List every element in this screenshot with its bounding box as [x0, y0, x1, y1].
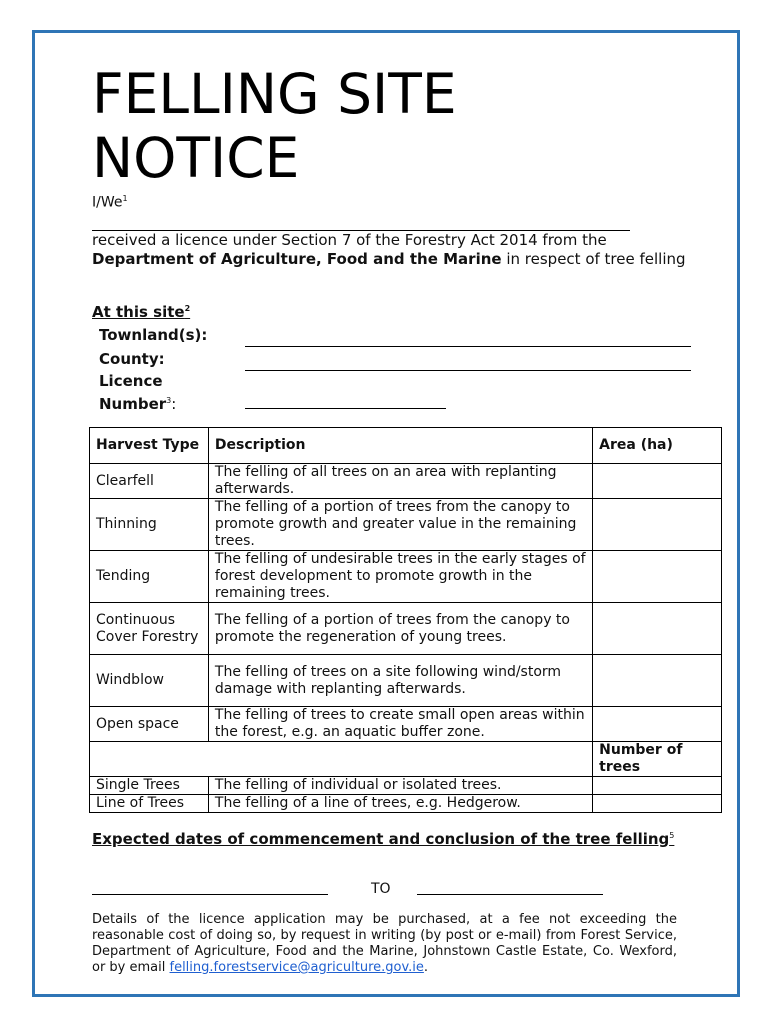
to-label: TO [371, 881, 391, 897]
licence-label-2: Number [99, 395, 167, 413]
table-row [90, 551, 722, 603]
table-row [90, 655, 722, 707]
empty-cell [90, 742, 593, 777]
area-input-cell[interactable] [593, 603, 722, 655]
footer-details [92, 912, 677, 976]
table-header-row [90, 428, 722, 464]
footnote-ref: 5 [669, 831, 675, 840]
licence-text-1: received a licence under Section 7 of the Forestry Act 2014 from the [92, 231, 607, 249]
commencement-date-line[interactable] [92, 894, 328, 895]
area-input-cell[interactable] [593, 655, 722, 707]
licence-text-2: in respect of tree felling [501, 250, 686, 268]
harvest-type-cell: Tending [90, 551, 209, 603]
licence-number-fill-line[interactable] [245, 408, 446, 409]
site-heading-text: At this site [92, 303, 185, 321]
title-line-2: NOTICE [92, 126, 300, 190]
header-area: Area (ha) [593, 428, 722, 464]
department-name: Department of Agriculture, Food and the Marine [92, 250, 502, 268]
conclusion-date-line[interactable] [417, 894, 603, 895]
footnote-ref: 3 [166, 396, 172, 405]
iwe-text: I/We [92, 194, 123, 211]
footer-text: Details of the licence application may be purchased, at a fee not exceeding the reasonable cost of doing so, by request in writing (by post or e-mail) from Forest Service, Department of Agriculture, Food and the Marine, Johnstown Castle Estate, Co. Wexford, or by email [92, 912, 677, 975]
area-input-cell[interactable] [593, 707, 722, 742]
licence-colon: : [171, 395, 177, 413]
table-row [90, 499, 722, 551]
licence-label-1: Licence [99, 372, 163, 390]
number-input-cell[interactable] [593, 795, 722, 813]
harvest-type-cell: Continuous Cover Forestry [90, 603, 209, 655]
licence-statement [92, 231, 692, 269]
area-input-cell[interactable] [593, 499, 722, 551]
page-title [92, 62, 457, 190]
description-cell: The felling of all trees on an area with replanting afterwards. [208, 464, 592, 499]
footer-end: . [423, 960, 429, 975]
site-heading [92, 303, 190, 321]
harvest-type-cell: Thinning [90, 499, 209, 551]
county-label: County: [99, 350, 165, 368]
footnote-ref: 1 [122, 194, 128, 203]
email-link[interactable]: felling.forestservice@agriculture.gov.ie [169, 960, 424, 975]
table-row [90, 707, 722, 742]
table-row [90, 603, 722, 655]
description-cell: The felling of a portion of trees from the canopy to promote the regeneration of young trees. [208, 603, 592, 655]
description-cell: The felling of individual or isolated trees. [208, 777, 592, 795]
harvest-type-table [89, 427, 722, 813]
townland-label: Townland(s): [99, 326, 208, 344]
description-cell: The felling of a line of trees, e.g. Hedgerow. [208, 795, 592, 813]
table-row [90, 777, 722, 795]
number-of-trees-header-row [90, 742, 722, 777]
table-row [90, 795, 722, 813]
description-cell: The felling of trees to create small open areas within the forest, e.g. an aquatic buffer zone. [208, 707, 592, 742]
header-harvest-type: Harvest Type [90, 428, 209, 464]
harvest-type-cell: Windblow [90, 655, 209, 707]
description-cell: The felling of undesirable trees in the early stages of forest development to promote growth in the remaining trees. [208, 551, 592, 603]
licence-number-label [99, 372, 176, 414]
harvest-type-cell: Line of Trees [90, 795, 209, 813]
number-input-cell[interactable] [593, 777, 722, 795]
county-fill-line[interactable] [245, 370, 691, 371]
dates-heading-text: Expected dates of commencement and conclusion of the tree felling [92, 830, 670, 848]
townland-fill-line[interactable] [245, 346, 691, 347]
header-number-of-trees: Number of trees [593, 742, 722, 777]
footnote-ref: 2 [184, 304, 191, 313]
table-row [90, 464, 722, 499]
description-cell: The felling of a portion of trees from the canopy to promote growth and greater value in the remaining trees. [208, 499, 592, 551]
harvest-type-cell: Single Trees [90, 777, 209, 795]
area-input-cell[interactable] [593, 551, 722, 603]
title-line-1: FELLING SITE [92, 62, 457, 126]
harvest-type-cell: Clearfell [90, 464, 209, 499]
area-input-cell[interactable] [593, 464, 722, 499]
description-cell: The felling of trees on a site following wind/storm damage with replanting afterwards. [208, 655, 592, 707]
dates-heading [92, 826, 692, 849]
harvest-type-cell: Open space [90, 707, 209, 742]
iwe-label [92, 194, 128, 211]
header-description: Description [208, 428, 592, 464]
